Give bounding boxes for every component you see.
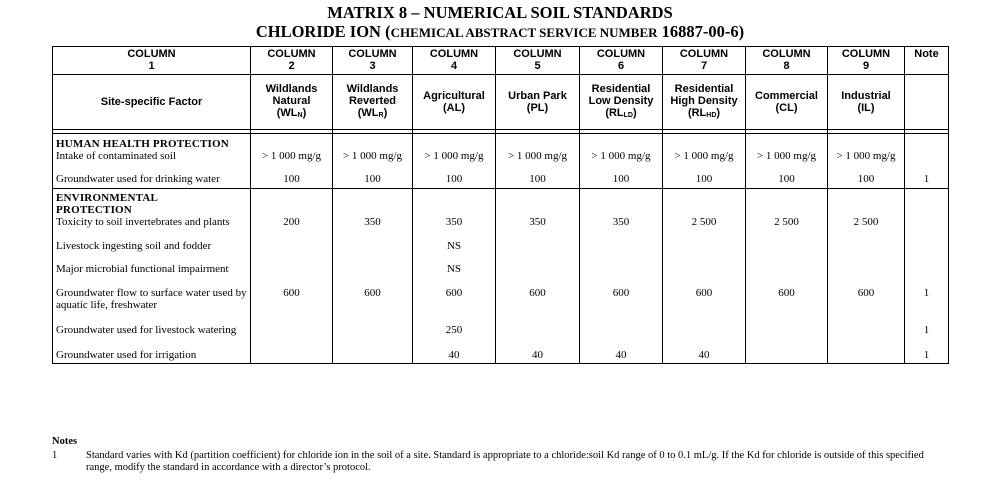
- table-cell: 600: [580, 275, 663, 311]
- subtitle-cas-number: 16887-00-6): [657, 22, 745, 41]
- table-row: [53, 188, 949, 228]
- table-cell: 600: [663, 275, 746, 311]
- table-cell: 100: [333, 162, 413, 188]
- table-cell: [580, 311, 663, 336]
- table-cell: [580, 228, 663, 252]
- table-cell: 600: [746, 275, 828, 311]
- table-cell: NS: [413, 228, 496, 252]
- note-cell: [905, 252, 949, 275]
- table-cell: [663, 228, 746, 252]
- table-cell: 40: [663, 336, 746, 364]
- table-cell: 40: [496, 336, 580, 364]
- subtitle-main: CHLORIDE ION (: [255, 22, 391, 41]
- soil-standards-table: [52, 46, 949, 364]
- table-cell: [496, 311, 580, 336]
- note-item: [52, 450, 952, 474]
- land-use-industrial: Industrial (IL): [828, 75, 905, 130]
- notes-section: [52, 436, 952, 474]
- column-header-7: COLUMN 7: [663, 47, 746, 75]
- subtitle-cas-label: CHEMICAL ABSTRACT SERVICE NUMBER: [390, 25, 658, 40]
- table-cell: > 1 000 mg/g: [663, 134, 746, 163]
- table-cell: > 1 000 mg/g: [333, 134, 413, 163]
- table-cell: > 1 000 mg/g: [413, 134, 496, 163]
- matrix-subtitle: [0, 22, 1000, 42]
- table-cell: [333, 336, 413, 364]
- table-cell: 100: [251, 162, 333, 188]
- table-cell: 250: [413, 311, 496, 336]
- table-cell: > 1 000 mg/g: [496, 134, 580, 163]
- column-header-1: COLUMN 1: [53, 47, 251, 75]
- table-cell: 350: [333, 188, 413, 228]
- land-use-urban-park: Urban Park (PL): [496, 75, 580, 130]
- column-header-8: COLUMN 8: [746, 47, 828, 75]
- table-cell: > 1 000 mg/g: [746, 134, 828, 163]
- notes-heading: Notes: [52, 436, 78, 447]
- table-cell: 40: [413, 336, 496, 364]
- table-cell: > 1 000 mg/g: [828, 134, 905, 163]
- column-header-6: COLUMN 6: [580, 47, 663, 75]
- table-cell: > 1 000 mg/g: [251, 134, 333, 163]
- column-number-row: [53, 47, 949, 75]
- table-cell: 350: [580, 188, 663, 228]
- land-use-wildlands-reverted: Wildlands Reverted $(WL_R)$: [333, 75, 413, 130]
- table-cell: 600: [333, 275, 413, 311]
- table-cell: [496, 252, 580, 275]
- note-number: 1: [52, 450, 58, 461]
- table-cell: [746, 228, 828, 252]
- note-cell: [905, 134, 949, 163]
- land-use-residential-low: Residential Low Density $(RL_{LD})$: [580, 75, 663, 130]
- table-cell: 100: [580, 162, 663, 188]
- table-cell: 100: [496, 162, 580, 188]
- table-cell: [828, 252, 905, 275]
- table-row: [53, 252, 949, 275]
- section-human-health: HUMAN HEALTH PROTECTION: [56, 138, 229, 150]
- table-cell: [251, 311, 333, 336]
- section-environmental-1: ENVIRONMENTAL: [56, 191, 159, 204]
- column-header-9: COLUMN 9: [828, 47, 905, 75]
- note-column-header: Note: [905, 47, 949, 75]
- matrix-title: MATRIX 8 – NUMERICAL SOIL STANDARDS: [327, 3, 673, 22]
- land-use-commercial: Commercial (CL): [746, 75, 828, 130]
- table-cell: 350: [496, 188, 580, 228]
- land-use-agricultural: Agricultural (AL): [413, 75, 496, 130]
- table-row: [53, 311, 949, 336]
- land-use-residential-high: Residential High Density $(RL_{HD})$: [663, 75, 746, 130]
- table-cell: 350: [413, 188, 496, 228]
- table-cell: 100: [663, 162, 746, 188]
- row-factor: Toxicity to soil invertebrates and plants: [56, 215, 230, 228]
- table-cell: [251, 336, 333, 364]
- table-cell: [333, 311, 413, 336]
- row-factor: Groundwater used for irrigation: [53, 336, 251, 364]
- note-header-blank: [905, 75, 949, 130]
- row-factor: Intake of contaminated soil: [56, 150, 177, 162]
- note-cell: 1: [905, 311, 949, 336]
- table-cell: [828, 228, 905, 252]
- table-cell: [251, 252, 333, 275]
- table-cell: [663, 252, 746, 275]
- column-header-3: COLUMN 3: [333, 47, 413, 75]
- table-cell: 600: [828, 275, 905, 311]
- row-factor: Groundwater used for livestock watering: [53, 311, 251, 336]
- table-cell: [746, 336, 828, 364]
- note-cell: 1: [905, 162, 949, 188]
- section-environmental-2: PROTECTION: [56, 203, 132, 216]
- land-use-row: [53, 75, 949, 130]
- table-cell: 2 500: [663, 188, 746, 228]
- column-header-5: COLUMN 5: [496, 47, 580, 75]
- table-cell: 40: [580, 336, 663, 364]
- table-cell: [663, 311, 746, 336]
- table-cell: [828, 336, 905, 364]
- note-cell: 1: [905, 336, 949, 364]
- table-cell: [746, 252, 828, 275]
- table-cell: 100: [413, 162, 496, 188]
- table-cell: 600: [251, 275, 333, 311]
- table-cell: 100: [746, 162, 828, 188]
- table-cell: [333, 252, 413, 275]
- table-cell: 2 500: [746, 188, 828, 228]
- table-cell: 600: [413, 275, 496, 311]
- table-cell: [828, 311, 905, 336]
- table-row: [53, 228, 949, 252]
- table-cell: 200: [251, 188, 333, 228]
- table-cell: [496, 228, 580, 252]
- row-factor: Major microbial functional impairment: [53, 252, 251, 275]
- note-cell: [905, 188, 949, 228]
- row-factor: Livestock ingesting soil and fodder: [53, 228, 251, 252]
- table-cell: > 1 000 mg/g: [580, 134, 663, 163]
- note-text: Standard varies with Kd (partition coefficient) for chloride ion in the soil of a site. Standard is appropriate to a chloride:soil Kd range of 0 to 0.1 mL/g. If the Kd for chloride is outside of this specified range, modify the standard in accordance with a director’s protocol.: [86, 450, 924, 473]
- land-use-wildlands-natural: Wildlands Natural $(WL_N)$: [251, 75, 333, 130]
- site-specific-factor-header: Site-specific Factor: [53, 75, 251, 130]
- table-cell: [333, 228, 413, 252]
- column-header-4: COLUMN 4: [413, 47, 496, 75]
- table-row: [53, 162, 949, 188]
- note-cell: [905, 228, 949, 252]
- table-row: [53, 336, 949, 364]
- table-row: [53, 134, 949, 163]
- table-cell: NS: [413, 252, 496, 275]
- column-header-2: COLUMN 2: [251, 47, 333, 75]
- row-factor: Groundwater used for drinking water: [53, 162, 251, 188]
- table-cell: [580, 252, 663, 275]
- table-cell: 600: [496, 275, 580, 311]
- row-factor: Groundwater flow to surface water used by aquatic life, freshwater: [53, 275, 251, 311]
- table-cell: 100: [828, 162, 905, 188]
- table-cell: [746, 311, 828, 336]
- table-cell: 2 500: [828, 188, 905, 228]
- table-row: [53, 275, 949, 311]
- note-cell: 1: [905, 275, 949, 311]
- table-cell: [251, 228, 333, 252]
